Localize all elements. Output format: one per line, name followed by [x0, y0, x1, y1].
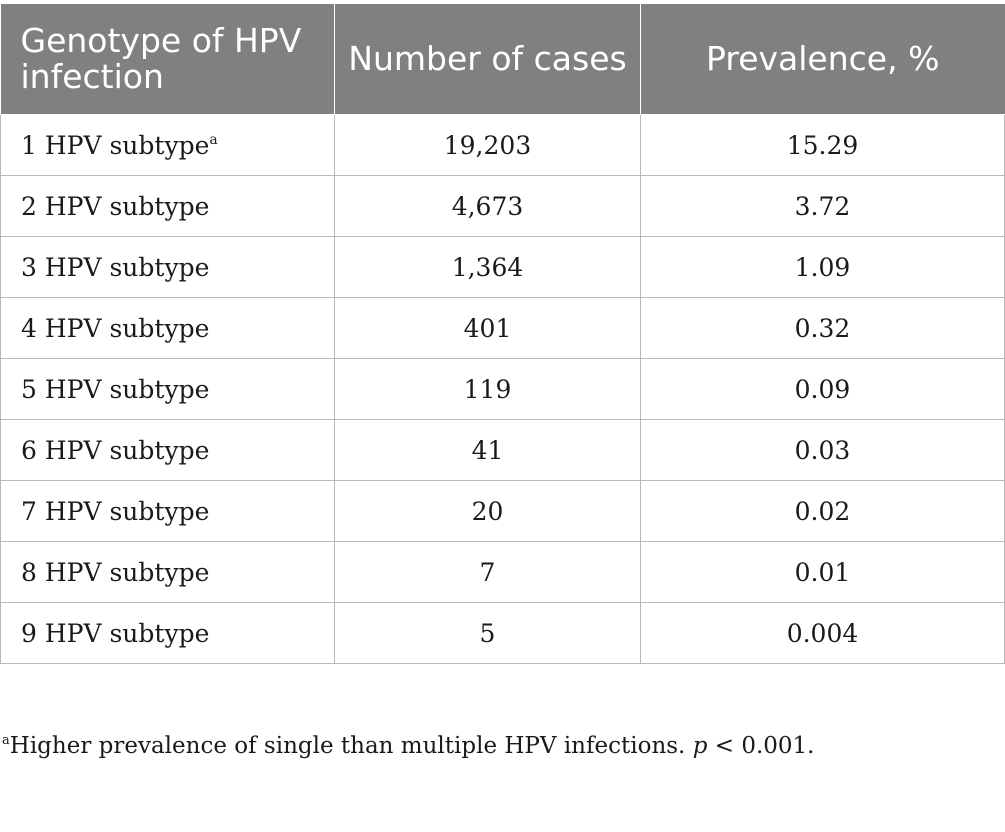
table-row: [1, 176, 1005, 237]
cell-cases: 4,673: [335, 176, 641, 237]
table-body: [1, 115, 1005, 664]
cell-cases: 20: [335, 481, 641, 542]
table-row: [1, 603, 1005, 664]
cell-genotype: [1, 420, 335, 481]
cell-cases: 1,364: [335, 237, 641, 298]
cell-cases: 401: [335, 298, 641, 359]
footnote-p-value: < 0.001.: [707, 733, 815, 759]
header-genotype: Genotype of HPV infection: [1, 4, 335, 115]
cell-genotype: [1, 542, 335, 603]
table-row: [1, 481, 1005, 542]
header-row: [1, 4, 1005, 115]
cell-prevalence: 15.29: [641, 115, 1005, 176]
table-row: [1, 298, 1005, 359]
cell-genotype: [1, 481, 335, 542]
genotype-label: 9 HPV subtype: [21, 618, 210, 648]
cell-prevalence: 0.32: [641, 298, 1005, 359]
cell-genotype: [1, 298, 335, 359]
genotype-label: 6 HPV subtype: [21, 435, 210, 465]
hpv-genotype-table: [0, 4, 1005, 664]
cell-cases: 41: [335, 420, 641, 481]
header-cases: Number of cases: [335, 4, 641, 115]
cell-cases: 7: [335, 542, 641, 603]
cell-cases: 19,203: [335, 115, 641, 176]
genotype-label: 4 HPV subtype: [21, 313, 210, 343]
cell-cases: 5: [335, 603, 641, 664]
genotype-label: 3 HPV subtype: [21, 252, 210, 282]
cell-prevalence: 0.01: [641, 542, 1005, 603]
cell-prevalence: 1.09: [641, 237, 1005, 298]
table-header: [1, 4, 1005, 115]
footnote-text: Higher prevalence of single than multiple HPV infections.: [9, 733, 686, 759]
cell-genotype: [1, 176, 335, 237]
table-row: [1, 359, 1005, 420]
table-row: [1, 237, 1005, 298]
footnote-p-symbol: p: [692, 733, 708, 759]
footnote-marker: a: [2, 733, 10, 748]
table-row: [1, 542, 1005, 603]
cell-prevalence: 0.004: [641, 603, 1005, 664]
cell-cases: 119: [335, 359, 641, 420]
cell-genotype: [1, 359, 335, 420]
footnote-reference: a: [209, 131, 218, 148]
cell-genotype: [1, 115, 335, 176]
cell-prevalence: 0.02: [641, 481, 1005, 542]
table-row: [1, 115, 1005, 176]
data-table: [0, 4, 1005, 664]
genotype-label: 5 HPV subtype: [21, 374, 210, 404]
footnote: [2, 733, 814, 759]
table-row: [1, 420, 1005, 481]
cell-prevalence: 0.03: [641, 420, 1005, 481]
cell-prevalence: 3.72: [641, 176, 1005, 237]
cell-genotype: [1, 603, 335, 664]
header-prevalence: Prevalence, %: [641, 4, 1005, 115]
cell-genotype: [1, 237, 335, 298]
genotype-label: 8 HPV subtype: [21, 557, 210, 587]
cell-prevalence: 0.09: [641, 359, 1005, 420]
genotype-label: 7 HPV subtype: [21, 496, 210, 526]
genotype-label: 1 HPV subtype: [21, 130, 210, 160]
genotype-label: 2 HPV subtype: [21, 191, 210, 221]
